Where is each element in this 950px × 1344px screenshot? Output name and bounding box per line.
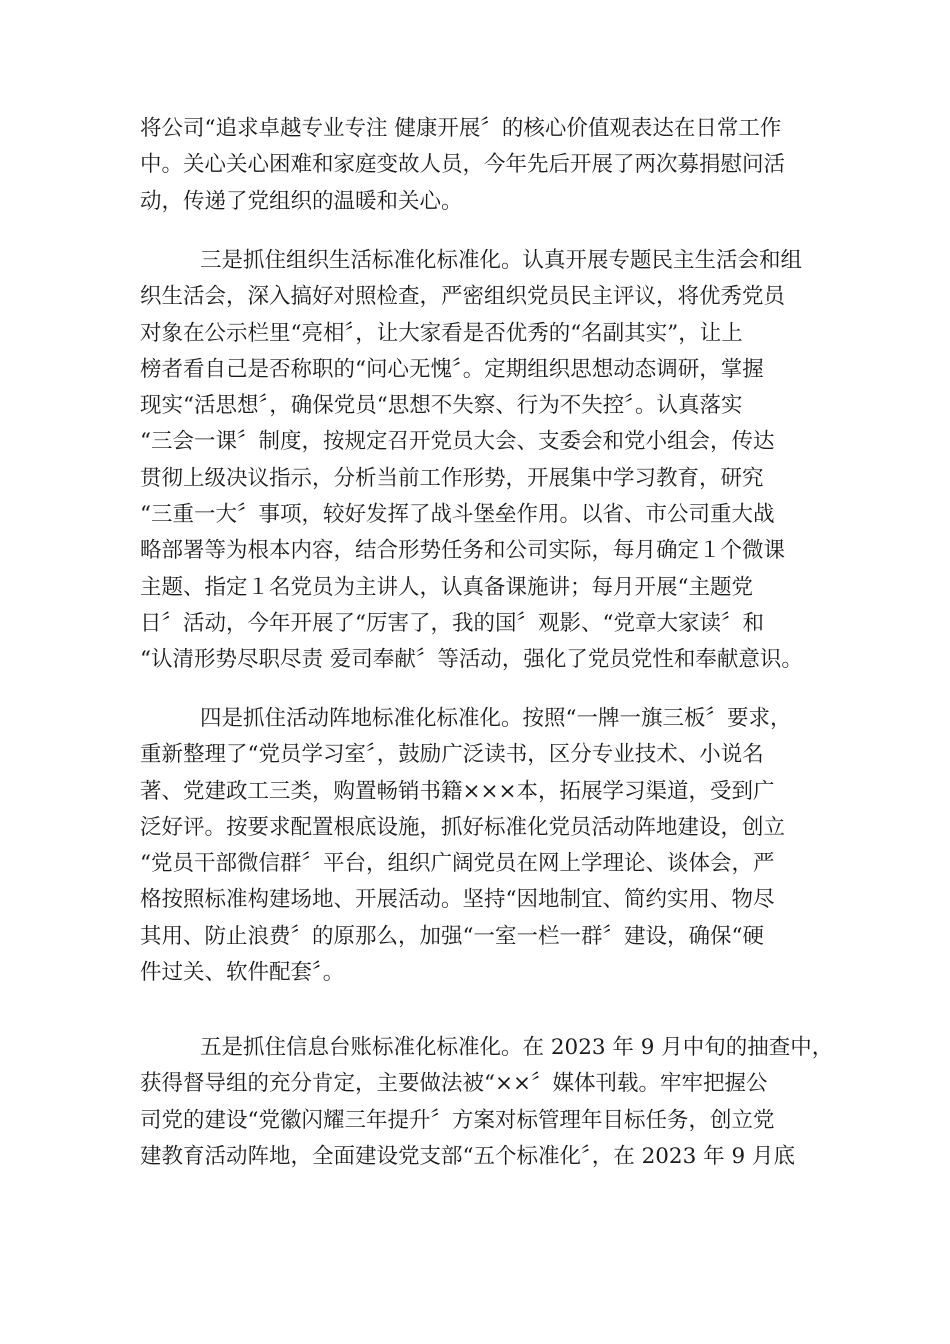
- text-line: 榜者看自己是否称职的“问心无愧〞。定期组织思想动态调研，掌握: [140, 356, 764, 382]
- text-line: “认清形势尽职尽责 爱司奉献〞等活动，强化了党员党性和奉献意识。: [140, 647, 803, 673]
- text-line: 现实“活思想〞，确保党员“思想不失察、行为不失控〞。认真落实: [140, 393, 743, 419]
- text-line: 司党的建设“党徽闪耀三年提升〞方案对标管理年目标任务，创立党: [140, 1107, 775, 1133]
- text-line: 织生活会，深入搞好对照检查，严密组织党员民主评议，将优秀党员: [140, 284, 786, 310]
- text-line: 对象在公示栏里“亮相〞，让大家看是否优秀的“名副其实”，让上: [140, 320, 743, 346]
- paragraph-1: [140, 111, 830, 220]
- text-line: 将公司“追求卓越专业专注 健康开展〞的核心价值观表达在日常工作: [140, 116, 782, 141]
- text-line: 主题、指定１名党员为主讲人，认真备课施讲；每月开展“主题党: [140, 574, 753, 600]
- text-line: 重新整理了“党员学习室〞，鼓励广泛读书，区分专业技术、小说名: [140, 742, 764, 768]
- text-line: 格按照标准构建场地、开展活动。坚持“因地制宜、简约实用、物尽: [140, 887, 775, 913]
- text-line: “三重一大〞事项，较好发挥了战斗堡垒作用。以省、市公司重大战: [140, 502, 775, 528]
- paragraph-3: [140, 701, 830, 991]
- text-line: “党员干部微信群〞平台，组织广阔党员在网上学理论、谈体会，严: [140, 851, 775, 877]
- text-line: 建教育活动阵地，全面建设党支部“五个标准化〞，在 2023 年 9 月底: [140, 1143, 795, 1169]
- text-line: 日〞活动，今年开展了“厉害了，我的国〞观影、“党章大家读〞和: [140, 610, 764, 636]
- text-line: 著、党建政工三类，购置畅销书籍×××本，拓展学习渠道，受到广: [140, 778, 775, 804]
- text-line: 贯彻上级决议指示，分析当前工作形势，开展集中学习教育，研究: [140, 465, 764, 491]
- text-line: 中。关心关心困难和家庭变故人员，今年先后开展了两次募捐慰问活: [140, 152, 786, 178]
- text-line: 三是抓住组织生活标准化标准化。认真开展专题民主生活会和组: [200, 248, 803, 273]
- text-line: 其用、防止浪费〞的原那么，加强“一室一栏一群〞建设，确保“硬: [140, 923, 764, 949]
- paragraph-4: [140, 1030, 834, 1175]
- text-line: 泛好评。按要求配置根底设施，抓好标准化党员活动阵地建设，创立: [140, 814, 786, 840]
- paragraph-2: [140, 243, 830, 679]
- text-line: 五是抓住信息台账标准化标准化。在 2023 年 9 月中旬的抽查中，: [200, 1035, 834, 1060]
- text-line: 件过关、软件配套〞。: [140, 960, 345, 986]
- text-line: 动，传递了党组织的温暖和关心。: [140, 188, 463, 214]
- text-line: 四是抓住活动阵地标准化标准化。按照“一牌一旗三板〞要求，: [200, 706, 792, 731]
- text-line: 获得督导组的充分肯定，主要做法被“××〞媒体刊载。牢牢把握公: [140, 1071, 768, 1097]
- text-line: 略部署等为根本内容，结合形势任务和公司实际，每月确定１个微课: [140, 538, 786, 564]
- text-line: “三会一课〞制度，按规定召开党员大会、支委会和党小组会，传达: [140, 429, 775, 455]
